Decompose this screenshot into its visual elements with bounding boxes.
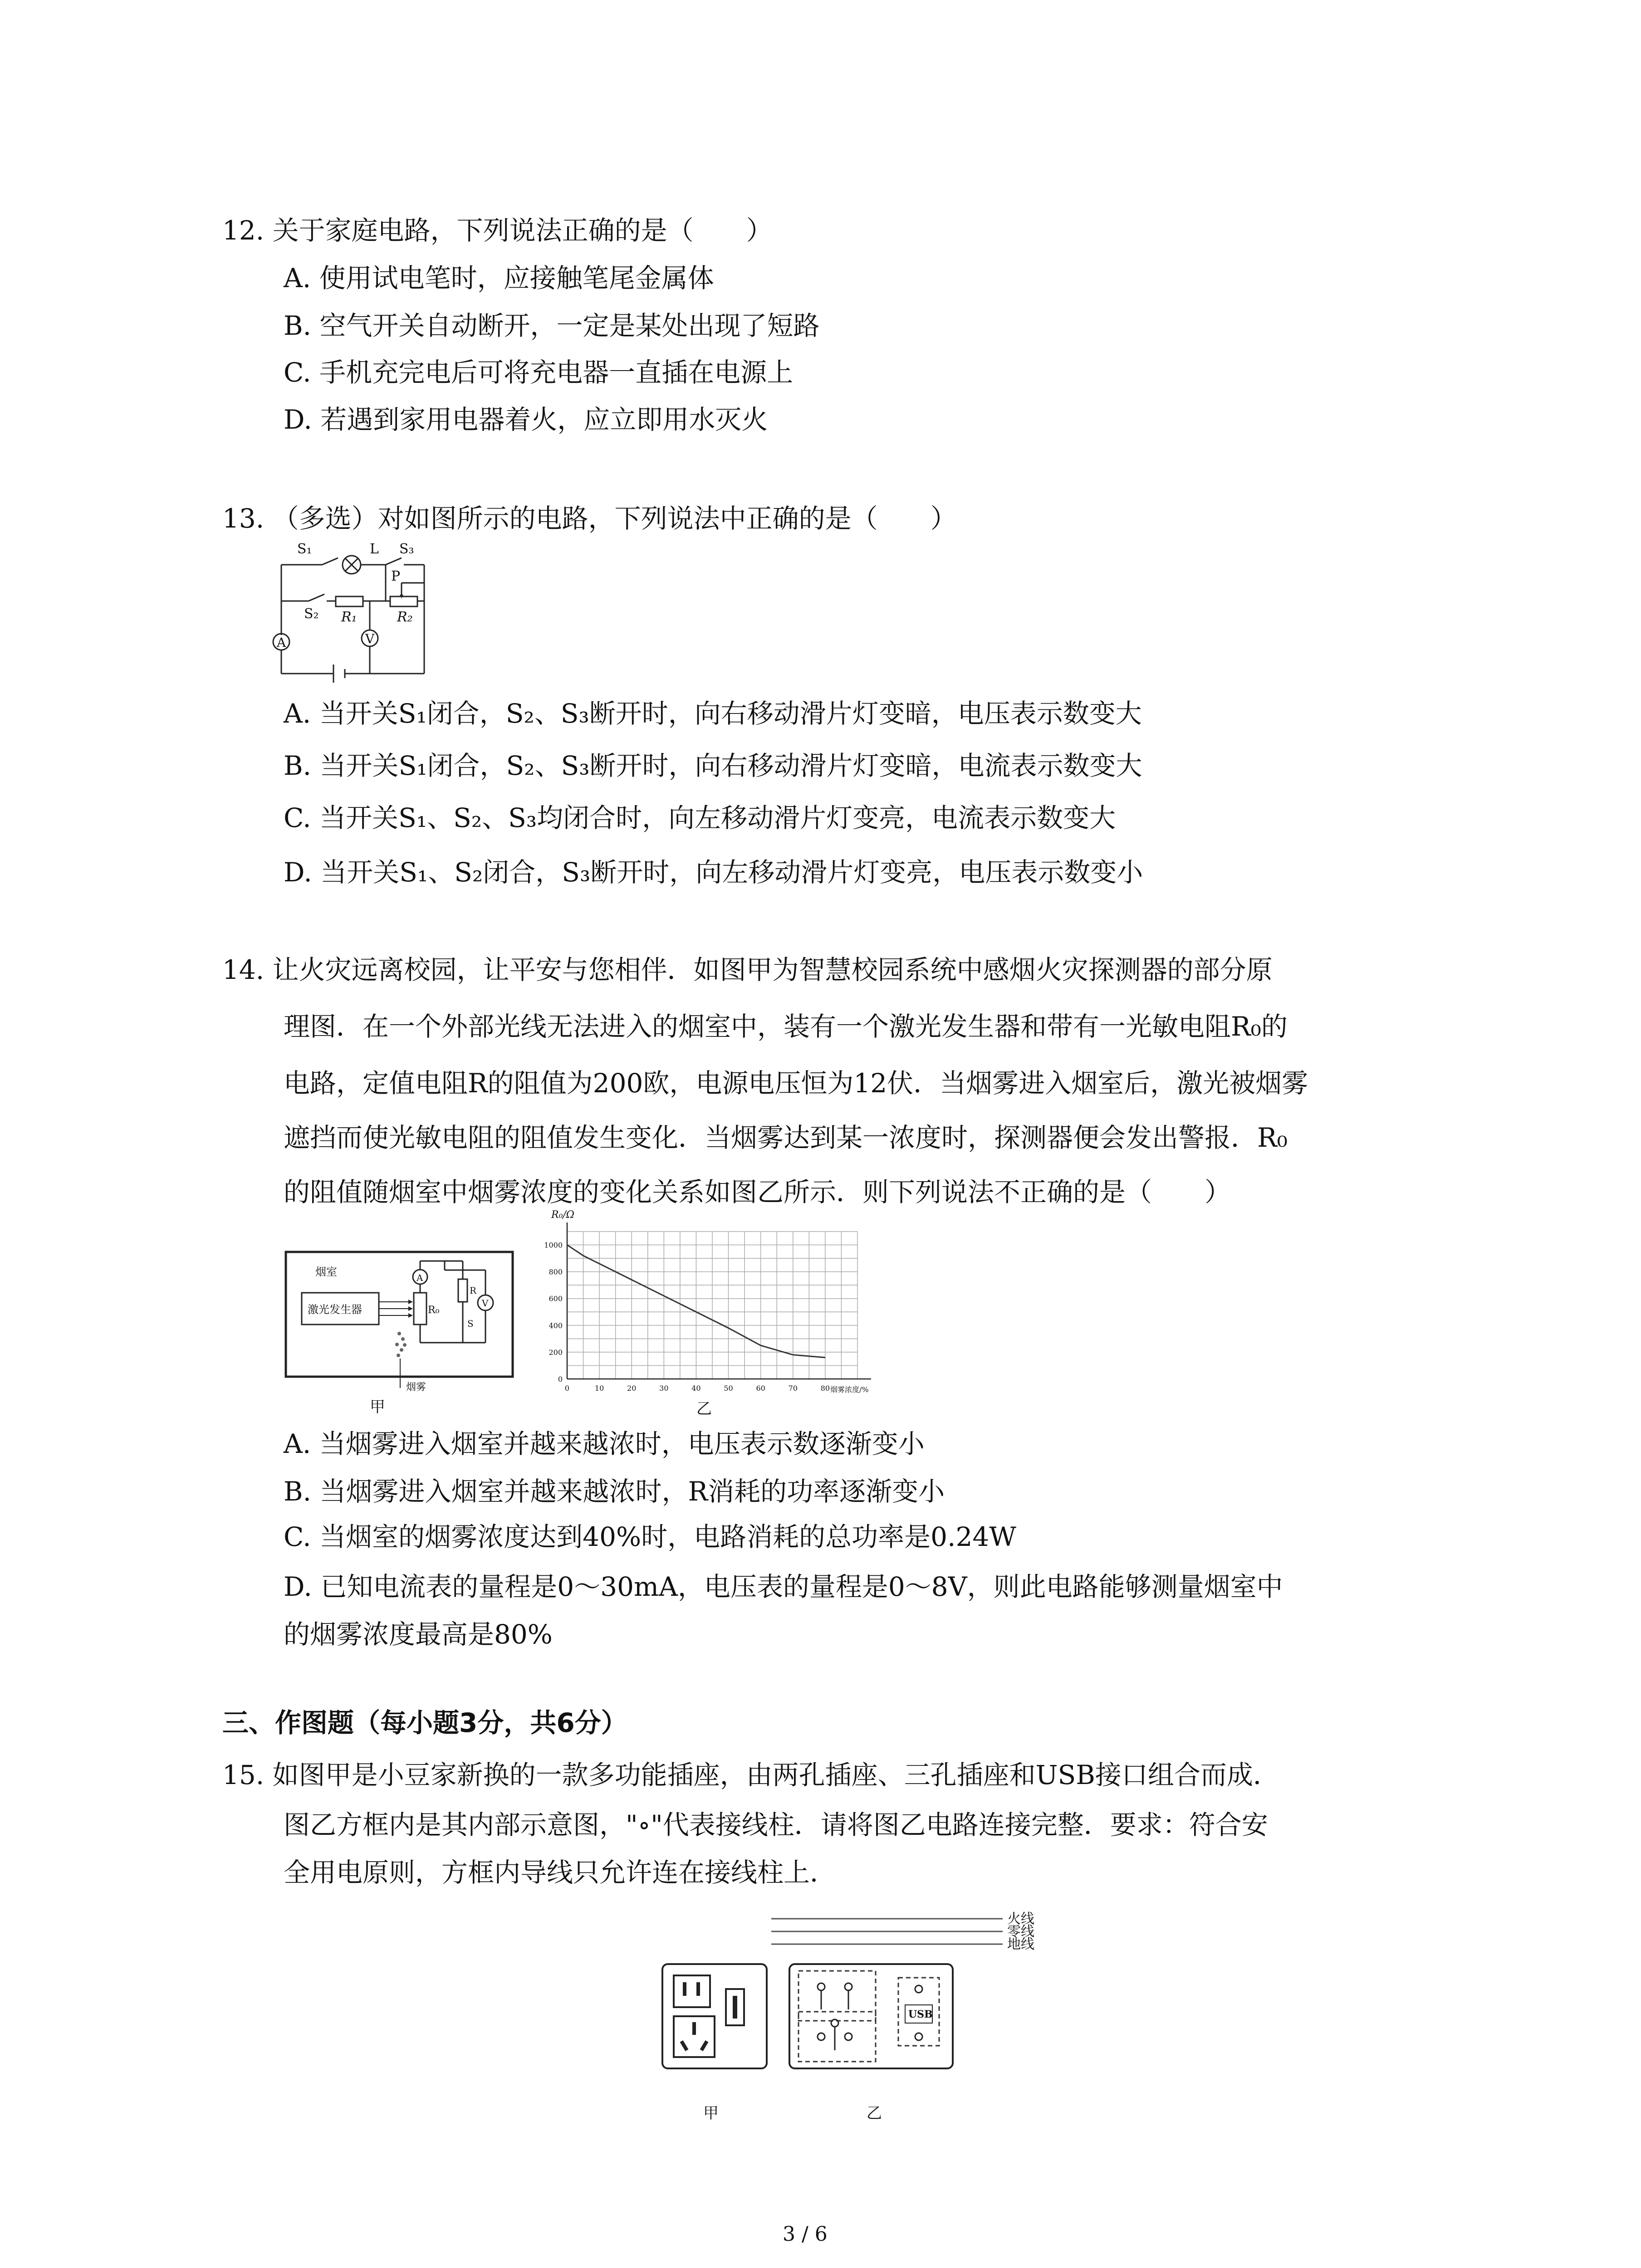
q14-stem-line-5: 的阻值随烟室中烟雾浓度的变化关系如图乙所示．则下列说法不正确的是（ ） bbox=[284, 1177, 1231, 1207]
r0-label: R₀ bbox=[428, 1305, 440, 1316]
x-tick-label: 10 bbox=[594, 1384, 604, 1393]
y-tick-label: 200 bbox=[549, 1348, 563, 1357]
y-tick-label: 0 bbox=[558, 1375, 563, 1383]
label-r2: R₂ bbox=[397, 609, 413, 625]
x-tick-label: 50 bbox=[724, 1384, 733, 1393]
x-tick-label: 60 bbox=[756, 1384, 765, 1393]
s-label: S bbox=[467, 1318, 474, 1329]
caption-yi: 乙 bbox=[696, 1400, 712, 1418]
q12-option-a: A. 使用试电笔时，应接触笔尾金属体 bbox=[284, 263, 714, 293]
wire-neutral: 零线 bbox=[1007, 1924, 1034, 1940]
r-label: R bbox=[470, 1285, 477, 1296]
page-number: 3 / 6 bbox=[783, 2223, 828, 2246]
y-tick-label: 1000 bbox=[544, 1241, 563, 1250]
q14-option-a: A. 当烟雾进入烟室并越来越浓时，电压表示数逐渐变小 bbox=[284, 1428, 925, 1459]
q13-option-c: C. 当开关S₁、S₂、S₃均闭合时，向左移动滑片灯变亮，电流表示数变大 bbox=[284, 802, 1116, 833]
ammeter-label: A bbox=[416, 1272, 423, 1283]
x-tick-label: 30 bbox=[659, 1384, 669, 1393]
smoke-room-label: 烟室 bbox=[315, 1266, 337, 1278]
q14-option-c: C. 当烟室的烟雾浓度达到40%时，电路消耗的总功率是0.24W bbox=[284, 1521, 1016, 1552]
voltmeter-label: V bbox=[482, 1298, 489, 1309]
x-tick-label: 80 bbox=[820, 1384, 830, 1393]
x-tick-label: 0 bbox=[564, 1384, 570, 1393]
q15-stem-line-1: 15. 如图甲是小豆家新换的一款多功能插座，由两孔插座、三孔插座和USB接口组合而成． bbox=[222, 1760, 1279, 1790]
q14-stem-line-4: 遮挡而使光敏电阻的阻值发生变化．当烟雾达到某一浓度时，探测器便会发出警报．R₀ bbox=[284, 1122, 1288, 1153]
label-s1: S₁ bbox=[297, 541, 312, 557]
q14-stem-line-2: 理图．在一个外部光线无法进入的烟室中，装有一个激光发生器和带有一光敏电阻R₀的 bbox=[284, 1011, 1288, 1042]
q14-option-d-line-1: D. 已知电流表的量程是0～30mA，电压表的量程是0～8V，则此电路能够测量烟室中 bbox=[284, 1571, 1283, 1602]
socket-yi bbox=[789, 1964, 953, 2068]
q13-circuit-diagram bbox=[272, 538, 436, 692]
caption-jia: 甲 bbox=[370, 1398, 385, 1416]
q14-stem-line-3: 电路，定值电阻R的阻值为200欧，电源电压恒为12伏．当烟雾进入烟室后，激光被烟雾 bbox=[284, 1068, 1308, 1099]
socket-jia bbox=[662, 1964, 767, 2068]
q14-stem-line-1: 14. 让火灾远离校园，让平安与您相伴．如图甲为智慧校园系统中感烟火灾探测器的部分原 bbox=[222, 954, 1273, 985]
q13-option-b: B. 当开关S₁闭合，S₂、S₃断开时，向右移动滑片灯变暗，电流表示数变大 bbox=[284, 750, 1142, 781]
label-p: P bbox=[391, 568, 401, 584]
y-axis-label: R₀/Ω bbox=[551, 1209, 575, 1221]
q14-option-b: B. 当烟雾进入烟室并越来越浓时，R消耗的功率逐渐变小 bbox=[284, 1476, 945, 1507]
x-axis-label: 烟雾浓度/% bbox=[830, 1385, 869, 1394]
wire-live: 火线 bbox=[1007, 1911, 1034, 1927]
laser-label: 激光发生器 bbox=[308, 1303, 362, 1316]
q12-stem: 12. 关于家庭电路，下列说法正确的是（ ） bbox=[222, 215, 773, 246]
q14-option-d-line-2: 的烟雾浓度最高是80% bbox=[284, 1619, 553, 1650]
q13-option-d: D. 当开关S₁、S₂闭合，S₃断开时，向左移动滑片灯变亮，电压表示数变小 bbox=[284, 857, 1143, 888]
wire-ground: 地线 bbox=[1007, 1936, 1034, 1952]
x-tick-label: 20 bbox=[627, 1384, 637, 1393]
x-tick-label: 40 bbox=[691, 1384, 701, 1393]
voltmeter-label: V bbox=[365, 631, 375, 646]
label-s2: S₂ bbox=[304, 606, 319, 622]
x-tick-label: 70 bbox=[788, 1384, 798, 1393]
usb-label: USB bbox=[908, 2009, 933, 2020]
label-l: L bbox=[370, 541, 379, 557]
y-tick-label: 800 bbox=[549, 1267, 563, 1276]
label-r1: R₁ bbox=[341, 609, 357, 625]
caption-yi: 乙 bbox=[867, 2104, 882, 2122]
q12-option-d: D. 若遇到家用电器着火，应立即用水灭火 bbox=[284, 404, 768, 435]
q12-option-b: B. 空气开关自动断开，一定是某处出现了短路 bbox=[284, 310, 820, 341]
ammeter-label: A bbox=[277, 635, 286, 650]
q15-stem-line-3: 全用电原则，方框内导线只允许连在接线柱上． bbox=[284, 1857, 837, 1888]
y-tick-label: 400 bbox=[549, 1321, 563, 1330]
q14-figure-jia bbox=[272, 1234, 526, 1415]
caption-jia: 甲 bbox=[703, 2104, 719, 2122]
smoke-label: 烟雾 bbox=[406, 1382, 426, 1393]
q13-option-a: A. 当开关S₁闭合，S₂、S₃断开时，向右移动滑片灯变暗，电压表示数变大 bbox=[284, 698, 1142, 729]
q15-stem-line-2: 图乙方框内是其内部示意图，"∘"代表接线柱．请将图乙电路连接完整．要求：符合安 bbox=[284, 1809, 1268, 1840]
y-tick-label: 600 bbox=[549, 1294, 563, 1303]
q15-figure bbox=[658, 1905, 1066, 2132]
section-title: 三、作图题（每小题3分，共6分） bbox=[222, 1707, 627, 1738]
label-s3: S₃ bbox=[399, 541, 414, 557]
q12-option-c: C. 手机充完电后可将充电器一直插在电源上 bbox=[284, 357, 794, 388]
q13-stem: 13. （多选）对如图所示的电路，下列说法中正确的是（ ） bbox=[222, 503, 957, 534]
q14-figure-yi-chart bbox=[531, 1204, 921, 1418]
